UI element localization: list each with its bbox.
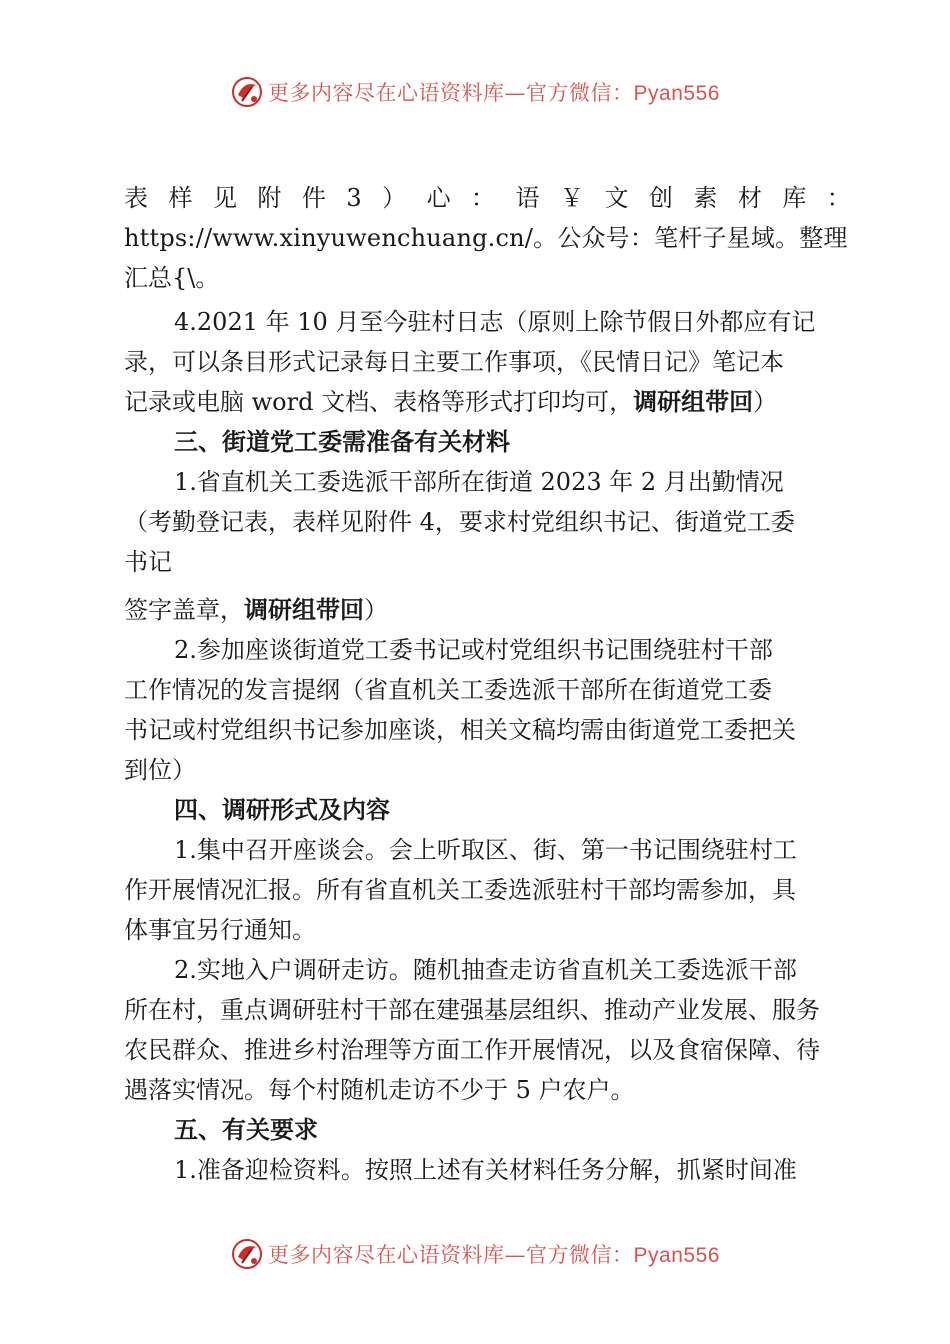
paragraph-line: 签字盖章，调研组带回） (124, 596, 388, 624)
text-char: 样 (168, 184, 193, 212)
text-char: 表 (124, 184, 148, 212)
text-char: 件 (301, 184, 326, 212)
section-heading: 三、街道党工委需准备有关材料 (174, 427, 510, 456)
paragraph-line: 2.参加座谈街道党工委书记或村党组织书记围绕驻村干部 (174, 636, 773, 664)
paragraph-line: 体事宜另行通知。 (124, 916, 316, 944)
header-banner (0, 72, 950, 112)
text-char: ￥ (559, 184, 584, 212)
text-char: 附 (257, 184, 282, 212)
section-heading: 五、有关要求 (174, 1115, 318, 1144)
text-char: 库 (782, 184, 807, 212)
paragraph-line: 4.2021 年 10 月至今驻村日志（原则上除节假日外都应有记 (174, 308, 816, 336)
paragraph-line: 遇落实情况。每个村随机走访不少于 5 户农户。 (124, 1076, 635, 1104)
text-line: https://www.xinyuwenchuang.cn/。公众号：笔杆子星域。整理 (124, 224, 848, 252)
footer-banner (0, 1234, 950, 1274)
text-char: ： (826, 184, 851, 212)
paragraph-line: 农民群众、推进乡村治理等方面工作开展情况，以及食宿保障、待 (124, 1036, 820, 1064)
paragraph-line: 1.集中召开座谈会。会上听取区、街、第一书记围绕驻村工 (174, 836, 797, 864)
text-char: 心 (426, 184, 451, 212)
paragraph-line: 1.准备迎检资料。按照上述有关材料任务分解，抓紧时间准 (174, 1156, 797, 1184)
paragraph-line: 到位） (124, 756, 196, 784)
paragraph-line: 作开展情况汇报。所有省直机关工委选派驻村干部均需参加，具 (124, 876, 796, 904)
logo-icon (230, 1237, 264, 1271)
text-char: 3 (346, 184, 362, 212)
paragraph-line: （考勤登记表，表样见附件 4，要求村党组织书记、街道党工委 (124, 508, 795, 536)
paragraph-line: 记录或电脑 word 文档、表格等形式打印均可，调研组带回） (124, 388, 778, 416)
text-char: 材 (737, 184, 762, 212)
paragraph-line: 录，可以条目形式记录每日主要工作事项，《民情日记》笔记本 (124, 348, 784, 376)
text-line (124, 178, 851, 218)
paragraph-line: 所在村，重点调研驻村干部在建强基层组织、推动产业发展、服务 (124, 996, 820, 1024)
bold-emphasis: 调研组带回 (244, 597, 364, 624)
section-heading: 四、调研形式及内容 (174, 795, 390, 824)
text-char: ） (382, 184, 407, 212)
document-body (124, 178, 851, 1190)
text-char: 语 (515, 184, 540, 212)
text-char: 素 (693, 184, 718, 212)
text-line: 汇总{\。 (124, 264, 220, 292)
text-char: 文 (604, 184, 629, 212)
bold-emphasis: 调研组带回 (633, 389, 754, 416)
paragraph-line: 书记 (124, 548, 172, 576)
header-banner-text: 更多内容尽在心语资料库—官方微信：Pyan556 (268, 81, 720, 105)
logo-icon (230, 75, 264, 109)
text-char: 见 (212, 184, 237, 212)
paragraph-line: 1.省直机关工委选派干部所在街道 2023 年 2 月出勤情况 (174, 468, 784, 496)
text-char: ： (471, 184, 496, 212)
paragraph-line: 2.实地入户调研走访。随机抽查走访省直机关工委选派干部 (174, 956, 797, 984)
paragraph-line: 工作情况的发言提纲（省直机关工委选派干部所在街道党工委 (124, 676, 772, 704)
footer-banner-text: 更多内容尽在心语资料库—官方微信：Pyan556 (268, 1243, 720, 1267)
text-char: 创 (648, 184, 673, 212)
paragraph-line: 书记或村党组织书记参加座谈，相关文稿均需由街道党工委把关 (124, 716, 796, 744)
